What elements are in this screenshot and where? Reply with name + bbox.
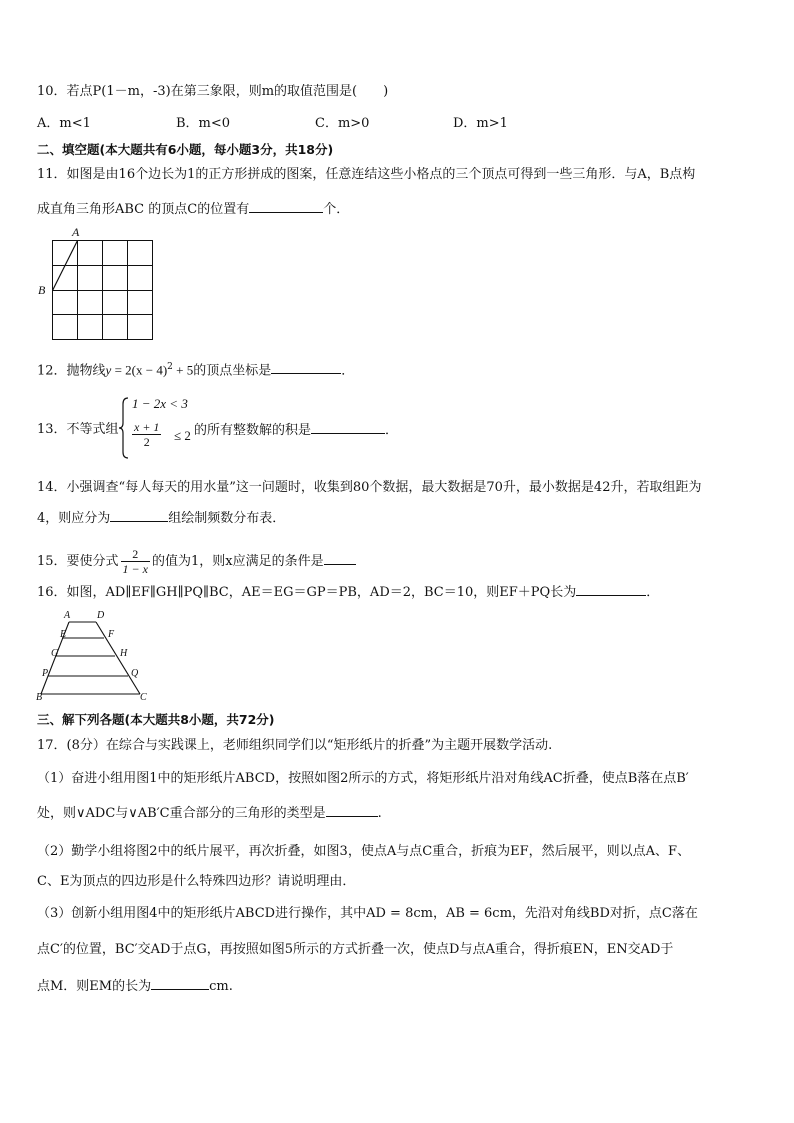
q13-fraction-denominator: 2 [143,435,150,449]
q10-option-a: A．m<1 [37,116,91,131]
q15-line [37,547,356,576]
q16-label-c: C [140,692,147,703]
q10-option-c: C．m>0 [315,116,370,131]
q12-answer-blank [271,361,341,374]
q14-line-1: 14．小强调查“每人每天的用水量”这一问题时，收集到80个数据，最大数据是70升，最小数据是42升，若取组距为 [37,480,702,495]
q13-inequality-1: 1 − 2x < 3 [132,396,188,411]
q16-label-d: D [97,610,105,621]
q17-part2-line-1: （2）勤学小组将图2中的纸片展平，再次折叠，如图3，使点A与点C重合，折痕为EF，然后展平，则以点A、F、 [37,844,691,859]
q13-inequality-2-tail: ≤ 2 [174,428,191,443]
q12-formula-y: y [105,362,112,378]
q17-part3-line-2: 点C′的位置，BC′交AD于点G，再按照如图5所示的方式折叠一次，使点D与点A重合，得折痕EN，EN交AD于 [37,942,674,957]
q17-part1-line-2 [37,804,382,823]
q12-line [37,358,354,380]
q17-part3-line-1: （3）创新小组用图4中的矩形纸片ABCD进行操作，其中AD = 8cm，AB = 6cm，先沿对角线BD对折，点C落在 [37,906,698,921]
q12-formula-tail: + 5 [172,362,194,378]
q13-suffix-line [194,421,398,440]
q11-text-b: 个． [323,202,350,217]
q16-trapezoid-figure [36,612,156,706]
q11-text-a: 成直角三角形ABC 的顶点C的位置有 [37,202,250,217]
q16-end: ． [646,585,660,600]
q16-label-p: P [42,668,49,679]
q17-part1-end: . [377,806,382,821]
q13-end: ． [385,423,399,438]
q14-line-2 [37,509,285,528]
q16-line [37,583,659,602]
q16-label-q: Q [131,668,139,679]
q11-grid-figure [36,225,161,343]
q11-line-2 [37,200,349,219]
q17-part3-line-3 [37,977,233,996]
q12-end: ． [341,363,355,379]
q11-label-a: A [72,225,80,239]
grid-diagram [36,225,161,343]
q15-fraction-denominator: 1 − x [122,562,148,576]
q10-option-b: B．m<0 [176,116,231,131]
q17-part2-line-2: C、E为顶点的四边形是什么特殊四边形？请说明理由． [37,874,356,889]
q13-suffix: 的所有整数解的积是 [194,423,312,438]
q16-text: 16．如图，AD∥EF∥GH∥PQ∥BC，AE＝EG＝GP＝PB，AD＝2，BC＝10，则EF＋PQ长为 [37,585,577,600]
q13-fraction-numerator: x + 1 [134,420,160,434]
q16-label-g: G [51,648,59,659]
q17-part3-answer-blank [151,977,209,990]
q14-text-a: 4，则应分为 [37,511,111,526]
q17-stem: 17．(8分）在综合与实践课上，老师组织同学们以“矩形纸片的折叠”为主题开展数学活动. [37,738,553,753]
q15-prefix: 15．要使分式 [37,554,119,569]
q15-suffix: 的值为1，则x应满足的条件是 [151,554,324,569]
q13-system [118,396,198,460]
q15-fraction [121,547,150,576]
q16-label-a: A [64,610,71,621]
q17-part1-answer-blank [326,804,378,817]
q12-exponent: 2 [167,362,173,372]
q16-answer-blank [576,583,646,596]
q13-fraction [132,420,161,449]
trapezoid-diagram [36,612,156,706]
q16-label-b: B [36,692,43,703]
q17-part1-text: 处，则∨ADC与∨AB′C重合部分的三角形的类型是 [37,806,326,821]
q14-answer-blank [110,509,168,522]
q14-text-b: 组绘制频数分布表． [168,511,286,526]
q11-line-1: 11．如图是由16个边长为1的正方形拼成的图案，任意连结这些小格点的三个顶点可得到一些三角形．与A，B点构 [37,167,696,182]
q10-option-d: D．m>1 [453,116,508,131]
section-2-heading: 二、填空题(本大题共有6小题，每小题3分，共18分) [37,142,334,157]
q13-answer-blank [311,421,385,434]
q12-formula-rhs: = 2(x − 4) [111,362,168,378]
q17-part1-line-1: （1）奋进小组用图1中的矩形纸片ABCD，按照如图2所示的方式，将矩形纸片沿对角线AC折叠，使点B落在点B′ [37,771,689,786]
q10-stem: 10．若点P(1－m，-3)在第三象限，则m的取值范围是( ) [37,84,389,99]
section-3-heading: 三、解下列各题(本大题共8小题，共72分) [37,712,275,727]
q12-suffix: 的顶点坐标是 [193,363,272,379]
q17-part3-text: 点M．则EM的长为 [37,979,152,994]
q17-part3-end: cm. [209,979,233,994]
q16-label-e: E [60,629,67,640]
q16-label-h: H [120,648,128,659]
q16-label-f: F [108,629,115,640]
q15-fraction-numerator: 2 [121,547,150,562]
q13-brace [118,396,130,460]
q13-prefix: 13．不等式组 [37,422,119,437]
q12-prefix: 12．抛物线 [37,363,106,379]
q15-answer-blank [324,552,356,565]
q11-label-b: B [38,283,46,297]
q11-answer-blank [249,200,323,213]
